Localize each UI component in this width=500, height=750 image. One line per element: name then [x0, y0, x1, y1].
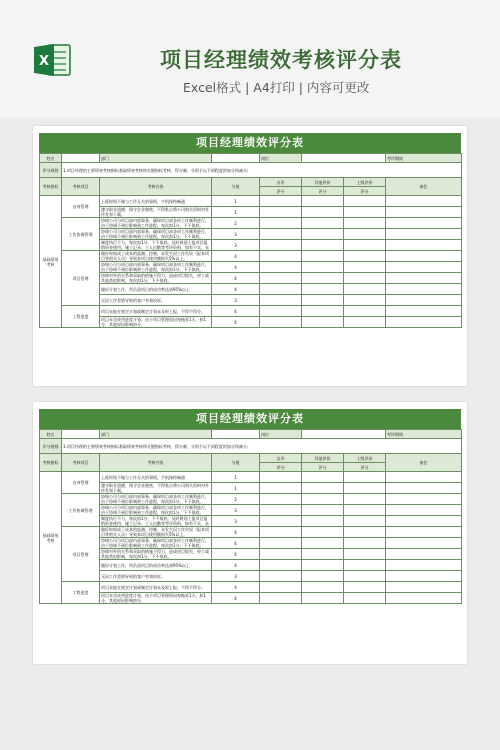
other-score-input[interactable]	[302, 483, 344, 494]
note-input[interactable]	[386, 207, 462, 218]
col-other: 其他评价	[302, 178, 344, 187]
rule-text: 1.项目经理的主要绩效考核指标基础绩效考核和关键指标考核，得分制，分别予以不同程度的加分和减分;	[62, 439, 462, 454]
superior-score-input[interactable]	[344, 505, 386, 516]
table-row	[40, 571, 462, 582]
other-score-input[interactable]	[302, 527, 344, 538]
self-score-input[interactable]	[260, 582, 302, 593]
other-score-input[interactable]	[302, 571, 344, 582]
score-cell: 4	[212, 262, 260, 273]
superior-score-input[interactable]	[344, 273, 386, 284]
info-row	[40, 154, 462, 163]
col-self: 自评	[260, 178, 302, 187]
note-input[interactable]	[386, 582, 462, 593]
name-label: 姓名	[40, 154, 62, 163]
group-name-cell: 项目管理	[62, 251, 100, 306]
note-input[interactable]	[386, 494, 462, 505]
content-cell: 协调公司与项目部内部事务，确保项目部各项工作顺利进行，由于协调不到位影响到工作进程，每次扣1分，下不保底。	[100, 229, 212, 240]
superior-score-input[interactable]	[344, 196, 386, 207]
period-label: 考评期间	[386, 430, 462, 439]
group-name-cell: 工作协调管理	[62, 218, 100, 251]
content-cell: 遵守职业道德，保守企业秘密，不得私自将公司相关资料对外传发和下载。	[100, 207, 212, 218]
score-table	[39, 429, 462, 604]
note-input[interactable]	[386, 505, 462, 516]
name-label: 姓名	[40, 430, 62, 439]
superior-score-input[interactable]	[344, 306, 386, 317]
content-cell: 做好计划工作，所负责项目的成功率达到95%以上	[100, 560, 212, 571]
other-score-input[interactable]	[302, 549, 344, 560]
sheet-title: 项目经理绩效评分表	[39, 409, 461, 429]
score-cell: 1	[212, 207, 260, 218]
content-cell: 做好时间成了成本的监测、控制，未发生因工作失误（报本项目等相关人员）导致本项目使用额损失5%以上。	[100, 251, 212, 262]
self-score-input[interactable]	[260, 262, 302, 273]
content-cell: 上班时间不做与工作无关的事情，手机保持畅通	[100, 196, 212, 207]
table-row	[40, 284, 462, 295]
note-input[interactable]	[386, 295, 462, 306]
content-cell: 做好计划工作，所负责项目的成功率达到95%以上	[100, 284, 212, 295]
table-row	[40, 196, 462, 207]
content-cell: 协调对外的关系和采取的措施不得力，造成项目级失，停工或其他类似影响，每次扣1分，下不保底。	[100, 549, 212, 560]
post-label: 岗位	[260, 154, 302, 163]
note-input[interactable]	[386, 229, 462, 240]
table-row	[40, 306, 462, 317]
score-cell: 2	[212, 218, 260, 229]
superior-score-input[interactable]	[344, 262, 386, 273]
score-cell: 3	[212, 505, 260, 516]
note-input[interactable]	[386, 284, 462, 295]
score-cell: 4	[212, 284, 260, 295]
col-superior-score: 评分	[344, 187, 386, 196]
table-row	[40, 494, 462, 505]
other-score-input[interactable]	[302, 494, 344, 505]
other-score-input[interactable]	[302, 251, 344, 262]
col-other: 其他评价	[302, 454, 344, 463]
table-row	[40, 207, 462, 218]
post-field[interactable]	[302, 154, 386, 163]
self-score-input[interactable]	[260, 284, 302, 295]
self-score-input[interactable]	[260, 560, 302, 571]
content-cell: 遵守职业道德，保守企业秘密，不得私自将公司相关资料对外传发和下载。	[100, 483, 212, 494]
score-cell: 4	[212, 593, 260, 604]
note-input[interactable]	[386, 262, 462, 273]
note-input[interactable]	[386, 317, 462, 328]
superior-score-input[interactable]	[344, 240, 386, 251]
footer-area	[0, 670, 500, 750]
content-cell: 协调对外的关系和采取的措施不得力，造成项目级失，停工或其他类似影响，每次扣1分，下不保底。	[100, 273, 212, 284]
superior-score-input[interactable]	[344, 295, 386, 306]
self-score-input[interactable]	[260, 306, 302, 317]
name-field[interactable]	[62, 430, 100, 439]
note-input[interactable]	[386, 538, 462, 549]
other-score-input[interactable]	[302, 582, 344, 593]
note-input[interactable]	[386, 483, 462, 494]
col-superior-score: 评分	[344, 463, 386, 472]
col-note: 备注	[386, 178, 462, 196]
superior-score-input[interactable]	[344, 560, 386, 571]
self-score-input[interactable]	[260, 251, 302, 262]
table-row	[40, 229, 462, 240]
self-score-input[interactable]	[260, 483, 302, 494]
content-cell: 协调公司与项目部内部事务，确保项目部各项工作顺利进行，由于协调不到位影响到工作进程，每次扣1分，下不保底。	[100, 505, 212, 516]
self-score-input[interactable]	[260, 273, 302, 284]
self-score-input[interactable]	[260, 295, 302, 306]
dept-field[interactable]	[212, 430, 260, 439]
sheet-content	[39, 409, 461, 604]
self-score-input[interactable]	[260, 196, 302, 207]
col-score: 分值	[212, 178, 260, 196]
table-row	[40, 472, 462, 483]
group-name-cell: 自身管理	[62, 196, 100, 218]
score-cell: 3	[212, 571, 260, 582]
score-cell: 3	[212, 229, 260, 240]
note-input[interactable]	[386, 516, 462, 527]
dept-field[interactable]	[212, 154, 260, 163]
group-name-cell: 工作协调管理	[62, 494, 100, 527]
score-cell: 4	[212, 251, 260, 262]
self-score-input[interactable]	[260, 516, 302, 527]
other-score-input[interactable]	[302, 505, 344, 516]
rule-row	[40, 439, 462, 454]
table-row	[40, 560, 462, 571]
score-cell: 4	[212, 306, 260, 317]
post-field[interactable]	[302, 430, 386, 439]
note-input[interactable]	[386, 560, 462, 571]
col-superior: 上级评价	[344, 178, 386, 187]
other-score-input[interactable]	[302, 229, 344, 240]
superior-score-input[interactable]	[344, 538, 386, 549]
score-cell: 4	[212, 527, 260, 538]
self-score-input[interactable]	[260, 317, 302, 328]
self-score-input[interactable]	[260, 207, 302, 218]
table-row	[40, 317, 462, 328]
category-cell: 基础绩效考核	[40, 196, 62, 328]
col-content: 考核内容	[100, 454, 212, 472]
group-name-cell: 项目管理	[62, 527, 100, 582]
table-row	[40, 516, 462, 527]
group-name-cell: 工程进度	[62, 306, 100, 328]
note-input[interactable]	[386, 472, 462, 483]
column-header-row	[40, 178, 462, 187]
group-name-cell: 工程进度	[62, 582, 100, 604]
superior-score-input[interactable]	[344, 472, 386, 483]
dept-label: 部门	[100, 154, 212, 163]
table-row	[40, 262, 462, 273]
note-input[interactable]	[386, 571, 462, 582]
note-input[interactable]	[386, 273, 462, 284]
col-superior: 上级评价	[344, 454, 386, 463]
page-subtitle: Excel格式 | A4打印 | 内容可更改	[183, 80, 370, 95]
superior-score-input[interactable]	[344, 571, 386, 582]
col-item: 考核项目	[62, 454, 100, 472]
note-input[interactable]	[386, 196, 462, 207]
content-cell: 制度执行不力，每次扣1分，下不保底。及时规划上报项目报销资金使用，施工记录、工人出勤等考评资料，如有不实、未	[100, 516, 212, 527]
score-cell: 4	[212, 273, 260, 284]
content-cell: 做好时间成了成本的监测、控制，未发生因工作失误（报本项目等相关人员）导致本项目使用额损失5%以上。	[100, 527, 212, 538]
other-score-input[interactable]	[302, 295, 344, 306]
col-score: 分值	[212, 454, 260, 472]
score-cell: 4	[212, 538, 260, 549]
category-cell: 基础绩效考核	[40, 472, 62, 604]
score-cell: 1	[212, 483, 260, 494]
note-input[interactable]	[386, 549, 462, 560]
sheet-preview-2	[33, 402, 467, 664]
score-cell: 4	[212, 549, 260, 560]
superior-score-input[interactable]	[344, 207, 386, 218]
info-row	[40, 430, 462, 439]
self-score-input[interactable]	[260, 218, 302, 229]
superior-score-input[interactable]	[344, 229, 386, 240]
period-label: 考评期间	[386, 154, 462, 163]
post-label: 岗位	[260, 430, 302, 439]
score-cell: 3	[212, 240, 260, 251]
superior-score-input[interactable]	[344, 582, 386, 593]
other-score-input[interactable]	[302, 593, 344, 604]
self-score-input[interactable]	[260, 494, 302, 505]
table-row	[40, 295, 462, 306]
col-self-score: 评分	[260, 463, 302, 472]
other-score-input[interactable]	[302, 516, 344, 527]
score-cell: 4	[212, 317, 260, 328]
content-cell: 协调公司与项目部内部事务，确保项目部各项工作顺利进行，由于协调不到位影响到工作进程，每次扣1分，下不保底。	[100, 262, 212, 273]
other-score-input[interactable]	[302, 207, 344, 218]
rule-text: 1.项目经理的主要绩效考核指标基础绩效考核和关键指标考核，得分制，分别予以不同程度的加分和减分;	[62, 163, 462, 178]
superior-score-input[interactable]	[344, 317, 386, 328]
table-row	[40, 549, 462, 560]
note-input[interactable]	[386, 593, 462, 604]
table-row	[40, 505, 462, 516]
other-score-input[interactable]	[302, 306, 344, 317]
score-cell: 3	[212, 516, 260, 527]
superior-score-input[interactable]	[344, 284, 386, 295]
self-score-input[interactable]	[260, 240, 302, 251]
self-score-input[interactable]	[260, 229, 302, 240]
content-cell: 项目未完成列进度计划，由于项目管理原因每拖延1天，扣1分，其他原因影响扣分。	[100, 317, 212, 328]
score-cell: 2	[212, 494, 260, 505]
self-score-input[interactable]	[260, 538, 302, 549]
superior-score-input[interactable]	[344, 483, 386, 494]
other-score-input[interactable]	[302, 284, 344, 295]
other-score-input[interactable]	[302, 196, 344, 207]
other-score-input[interactable]	[302, 262, 344, 273]
score-cell: 1	[212, 472, 260, 483]
content-cell: 制度执行不力，每次扣1分，下不保底。及时规划上报项目报销资金使用，施工记录、工人出勤等考评资料，如有不实、未	[100, 240, 212, 251]
score-cell: 3	[212, 295, 260, 306]
content-cell: 协调公司与项目部内部事务，确保项目部各项工作顺利进行，由于协调不到位影响到工作进程，每次扣1分，下不保底。	[100, 218, 212, 229]
sheet-content	[39, 133, 461, 328]
sheet-preview-1	[33, 126, 467, 386]
content-cell: 无因工作差错导致的客户有效投诉。	[100, 295, 212, 306]
superior-score-input[interactable]	[344, 549, 386, 560]
content-cell: 项目未完成列进度计划，由于项目管理原因每拖延1天，扣1分，其他原因影响扣分。	[100, 593, 212, 604]
content-cell: 上班时间不做与工作无关的事情，手机保持畅通	[100, 472, 212, 483]
note-input[interactable]	[386, 527, 462, 538]
score-cell: 1	[212, 196, 260, 207]
other-score-input[interactable]	[302, 240, 344, 251]
column-header-row	[40, 454, 462, 463]
self-score-input[interactable]	[260, 527, 302, 538]
superior-score-input[interactable]	[344, 218, 386, 229]
rule-label: 评分规则	[40, 439, 62, 454]
content-cell: 协调公司与项目部内部事务，确保项目部各项工作顺利进行，由于协调不到位影响到工作进程，每次扣1分，下不保底。	[100, 538, 212, 549]
note-input[interactable]	[386, 306, 462, 317]
table-row	[40, 538, 462, 549]
superior-score-input[interactable]	[344, 593, 386, 604]
content-cell: 项目未能在规定计划或制定计划未及时上报，不得不得分。	[100, 582, 212, 593]
svg-text:X: X	[38, 54, 50, 69]
excel-logo-icon	[32, 42, 72, 78]
name-field[interactable]	[62, 154, 100, 163]
superior-score-input[interactable]	[344, 527, 386, 538]
other-score-input[interactable]	[302, 538, 344, 549]
other-score-input[interactable]	[302, 560, 344, 571]
self-score-input[interactable]	[260, 472, 302, 483]
table-row	[40, 218, 462, 229]
rule-label: 评分规则	[40, 163, 62, 178]
self-score-input[interactable]	[260, 505, 302, 516]
table-row	[40, 527, 462, 538]
self-score-input[interactable]	[260, 549, 302, 560]
col-content: 考核内容	[100, 178, 212, 196]
note-input[interactable]	[386, 240, 462, 251]
other-score-input[interactable]	[302, 472, 344, 483]
page-header	[0, 0, 500, 118]
content-cell: 项目未能在规定计划或制定计划未及时上报，不得不得分。	[100, 306, 212, 317]
superior-score-input[interactable]	[344, 494, 386, 505]
table-row	[40, 593, 462, 604]
other-score-input[interactable]	[302, 317, 344, 328]
table-row	[40, 483, 462, 494]
table-row	[40, 240, 462, 251]
table-row	[40, 251, 462, 262]
self-score-input[interactable]	[260, 593, 302, 604]
note-input[interactable]	[386, 218, 462, 229]
col-self: 自评	[260, 454, 302, 463]
col-other-score: 评分	[302, 463, 344, 472]
self-score-input[interactable]	[260, 571, 302, 582]
score-cell: 4	[212, 560, 260, 571]
score-table	[39, 153, 462, 328]
superior-score-input[interactable]	[344, 516, 386, 527]
col-other-score: 评分	[302, 187, 344, 196]
col-item: 考核项目	[62, 178, 100, 196]
col-indicator: 考核指标	[40, 178, 62, 196]
content-cell: 协调公司与项目部内部事务，确保项目部各项工作顺利进行，由于协调不到位影响到工作进程，每次扣1分，下不保底。	[100, 494, 212, 505]
note-input[interactable]	[386, 251, 462, 262]
content-cell: 无因工作差错导致的客户有效投诉。	[100, 571, 212, 582]
rule-row	[40, 163, 462, 178]
superior-score-input[interactable]	[344, 251, 386, 262]
score-cell: 4	[212, 582, 260, 593]
col-note: 备注	[386, 454, 462, 472]
other-score-input[interactable]	[302, 273, 344, 284]
dept-label: 部门	[100, 430, 212, 439]
table-row	[40, 273, 462, 284]
page-title: 项目经理绩效考核评分表	[160, 48, 402, 72]
col-self-score: 评分	[260, 187, 302, 196]
group-name-cell: 自身管理	[62, 472, 100, 494]
sheet-title: 项目经理绩效评分表	[39, 133, 461, 153]
other-score-input[interactable]	[302, 218, 344, 229]
col-indicator: 考核指标	[40, 454, 62, 472]
table-row	[40, 582, 462, 593]
